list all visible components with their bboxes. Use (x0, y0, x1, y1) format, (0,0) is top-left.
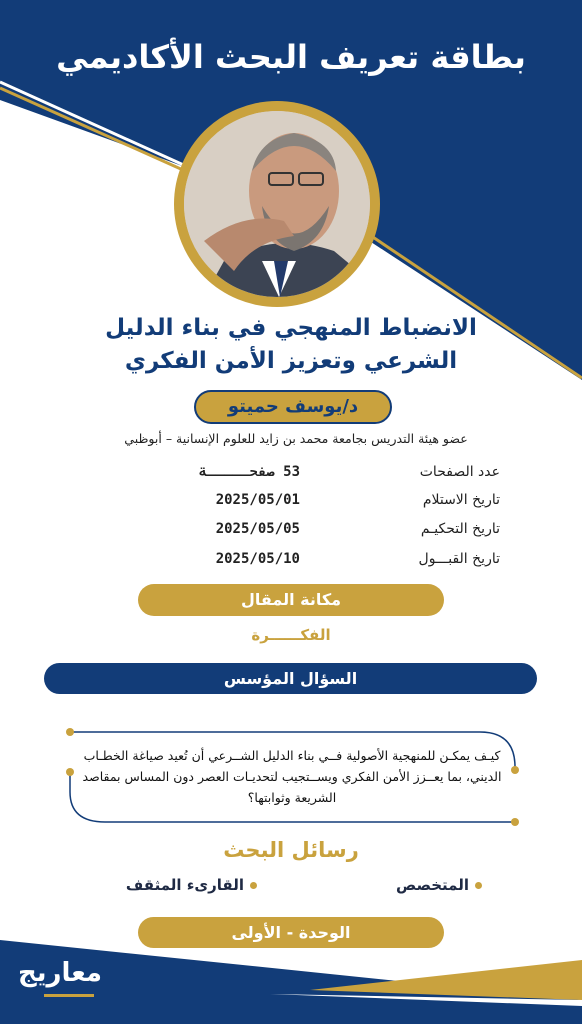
article-title (60, 312, 522, 378)
info-label: تاريخ الاستلام (422, 492, 500, 508)
info-value: 53 صفحـــــة (198, 464, 300, 480)
author-photo (184, 111, 370, 297)
bullet-icon (250, 882, 257, 889)
info-value: 2025/05/01 (215, 492, 300, 508)
audience-label: المتخصص (395, 876, 469, 894)
info-row-received (120, 492, 500, 518)
info-label: تاريخ التحكيـم (420, 521, 500, 537)
brand-logo: معاريج (18, 958, 103, 988)
info-value: 2025/05/10 (215, 551, 300, 567)
info-row-reviewed (120, 521, 500, 547)
info-label: عدد الصفحات (419, 464, 500, 480)
info-label: تاريخ القبـــول (418, 551, 500, 567)
info-row-accepted (120, 551, 500, 577)
page-title: بطاقة تعريف البحث الأكاديمي (56, 38, 526, 76)
means-title: رسائل البحث (223, 838, 359, 862)
audience-specialist (396, 876, 482, 894)
position-value: الفكــــــرة (251, 626, 331, 644)
author-affiliation: عضو هيئة التدريس بجامعة محمد بن زايد للعلوم الإنسانية – أبوظبي (124, 431, 468, 446)
question-box (70, 731, 512, 823)
info-row-pages (120, 464, 500, 490)
question-text: كيـف يمكـن للمنهجية الأصولية فــي بناء الدليل الشــرعي أن تُعيد صياغة الخطـاب الديني، بما يعــزز الأمن الفكري ويســتجيب لتحديـات العصر دون المساس بمقاصد الشريعة وثوابتها؟ (82, 748, 502, 805)
position-heading: مكانة المقال (138, 584, 444, 616)
question-heading: السؤال المؤسس (44, 663, 537, 694)
unit-label: الوحدة - الأولى (138, 917, 444, 948)
audience-cultured-reader (126, 876, 257, 894)
info-value: 2025/05/05 (215, 521, 300, 537)
author-name: د/يوسف حميتو (194, 390, 392, 424)
article-title-line-1: الانضباط المنهجي في بناء الدليل (105, 315, 477, 341)
brand-logo-underline (44, 994, 94, 997)
bullet-icon (475, 882, 482, 889)
audience-label: القارىء المثقف (125, 876, 244, 894)
article-title-line-2: الشرعي وتعزيز الأمن الفكري (124, 348, 458, 374)
